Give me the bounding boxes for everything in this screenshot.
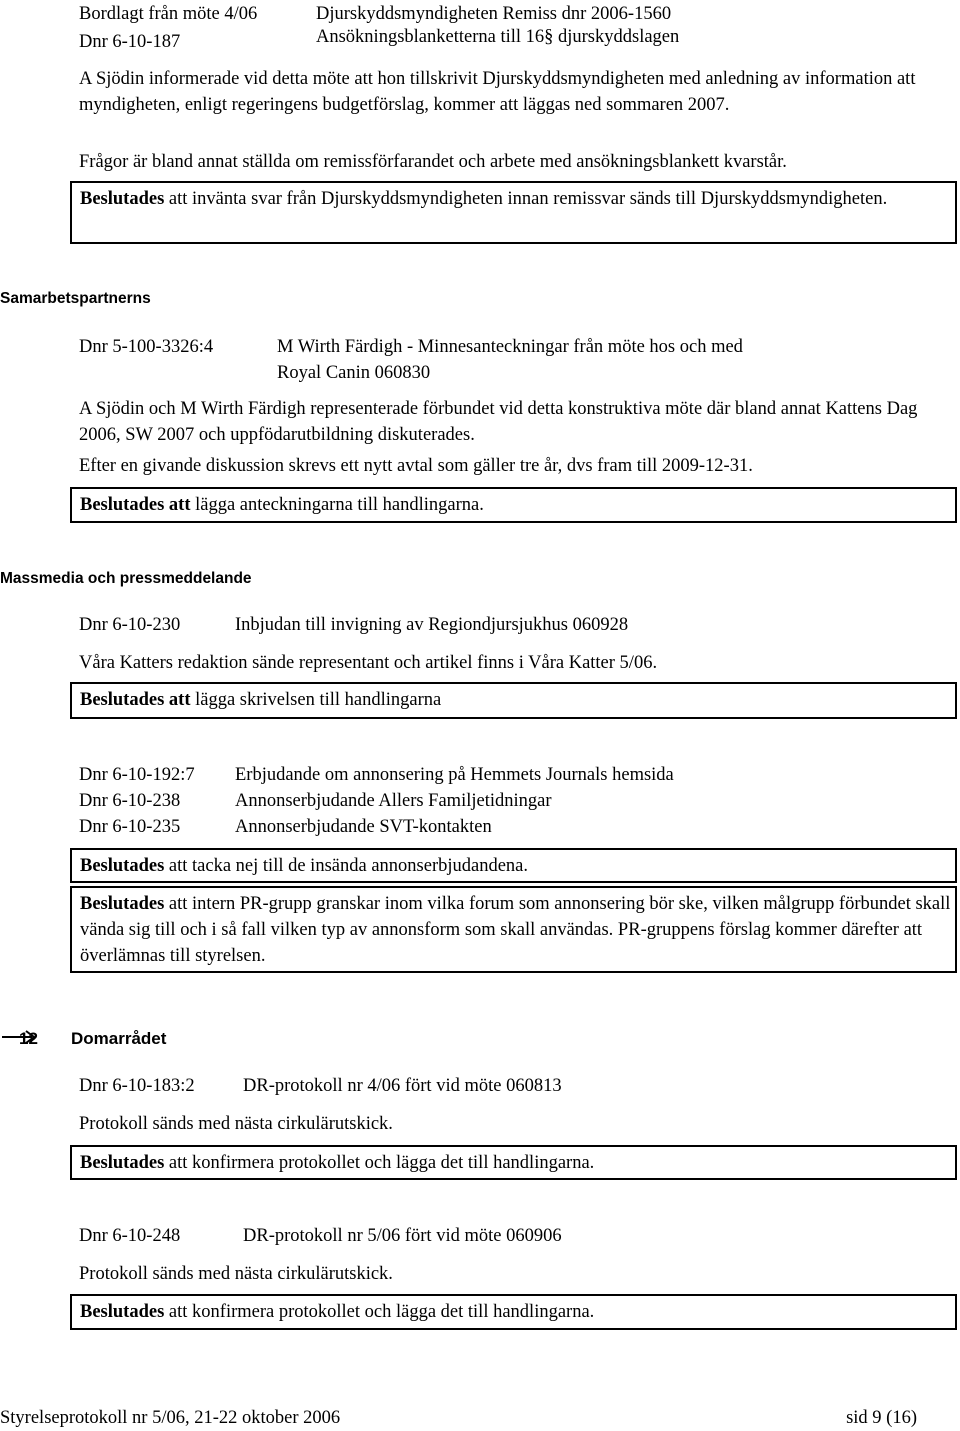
decision-box: [70, 487, 957, 523]
paragraph: Protokoll sänds med nästa cirkulärutskick.: [79, 1264, 393, 1284]
decision-lead: Beslutades: [80, 894, 165, 914]
decision-box: [70, 1145, 957, 1180]
reference-number: Dnr 6-10-238: [79, 791, 181, 811]
section-number: 12: [19, 1029, 38, 1048]
footer-left: Styrelseprotokoll nr 5/06, 21-22 oktober 2006: [0, 1408, 341, 1428]
decision-text: att invänta svar från Djurskyddsmyndigheten innan remissvar sänds till Djurskyddsmyndigheten.: [164, 189, 888, 209]
decision-text: lägga skrivelsen till handlingarna: [190, 690, 442, 710]
section-heading: Samarbetspartnerns: [0, 290, 151, 307]
item-title: Inbjudan till invigning av Regiondjursjukhus 060928: [235, 615, 629, 635]
header-left-line1: Bordlagt från möte 4/06: [79, 4, 258, 24]
decision-lead: Beslutades att: [80, 690, 191, 710]
reference-number: Dnr 6-10-230: [79, 615, 181, 635]
item-title: M Wirth Färdigh - Minnesanteckningar från möte hos och med: [277, 337, 743, 357]
decision-box: [70, 886, 957, 973]
decision-box: [70, 848, 957, 883]
reference-number: Dnr 6-10-183:2: [79, 1076, 195, 1096]
item-title: Erbjudande om annonsering på Hemmets Journals hemsida: [235, 765, 674, 785]
reference-row: [79, 762, 674, 788]
paragraph: Frågor är bland annat ställda om remissförfarandet och arbete med ansökningsblankett kvarstår.: [79, 152, 787, 172]
decision-text: att intern PR-grupp granskar inom vilka forum som annonsering bör ske, vilken målgrupp förbundet skall vända sig till och i så fall vilken typ av annonsform som skall användas. PR-gruppens förslag kommer därefter att överlämnas till styrelsen.: [80, 894, 951, 966]
decision-lead: Beslutades: [80, 1153, 165, 1173]
paragraph: Våra Katters redaktion sände representant och artikel finns i Våra Katter 5/06.: [79, 653, 658, 673]
decision-lead: Beslutades: [80, 856, 165, 876]
item-title: Annonserbjudande SVT-kontakten: [235, 817, 492, 837]
paragraph: A Sjödin och M Wirth Färdigh representerade förbundet vid detta konstruktiva möte där bland annat Kattens Dag 2006, SW 2007 och uppfödarutbildning diskuterades.: [79, 399, 918, 445]
paragraph: A Sjödin informerade vid detta möte att hon tillskrivit Djurskyddsmyndigheten med anledning av information att myndigheten, enligt regeringens budgetförslag, kommer att läggas ned sommaren 2007.: [79, 69, 916, 115]
section-title: Domarrådet: [71, 1029, 167, 1048]
decision-text: att konfirmera protokollet och lägga det till handlingarna.: [164, 1302, 595, 1322]
item-title: DR-protokoll nr 4/06 fört vid möte 060813: [243, 1076, 562, 1096]
decision-text: lägga anteckningarna till handlingarna.: [190, 495, 484, 515]
paragraph: Efter en givande diskussion skrevs ett nytt avtal som gäller tre år, dvs fram till 2009-12-31.: [79, 456, 753, 476]
reference-row: [79, 814, 492, 840]
decision-box: [70, 1294, 957, 1330]
decision-lead: Beslutades: [80, 1302, 165, 1322]
paragraph: Protokoll sänds med nästa cirkulärutskick.: [79, 1114, 393, 1134]
item-title: DR-protokoll nr 5/06 fört vid möte 060906: [243, 1226, 562, 1246]
item-title: Annonserbjudande Allers Familjetidningar: [235, 791, 552, 811]
header-left-line2: Dnr 6-10-187: [79, 32, 181, 52]
decision-box: [70, 682, 957, 719]
header-right-line2: Ansökningsblanketterna till 16§ djurskyddslagen: [316, 27, 680, 47]
decision-box: [70, 181, 957, 244]
reference-number: Dnr 6-10-192:7: [79, 765, 195, 785]
page-number: sid 9 (16): [846, 1408, 917, 1428]
reference-number: Dnr 6-10-248: [79, 1226, 181, 1246]
reference-row: [79, 788, 552, 814]
decision-lead: Beslutades: [80, 189, 165, 209]
item-title: Royal Canin 060830: [277, 363, 431, 383]
header-right-line1: Djurskyddsmyndigheten Remiss dnr 2006-1560: [316, 4, 672, 24]
decision-lead: Beslutades att: [80, 495, 191, 515]
decision-text: att konfirmera protokollet och lägga det till handlingarna.: [164, 1153, 595, 1173]
decision-text: att tacka nej till de insända annonserbjudandena.: [164, 856, 529, 876]
reference-number: Dnr 5-100-3326:4: [79, 337, 214, 357]
section-heading: Massmedia och pressmeddelande: [0, 570, 252, 587]
reference-number: Dnr 6-10-235: [79, 817, 181, 837]
